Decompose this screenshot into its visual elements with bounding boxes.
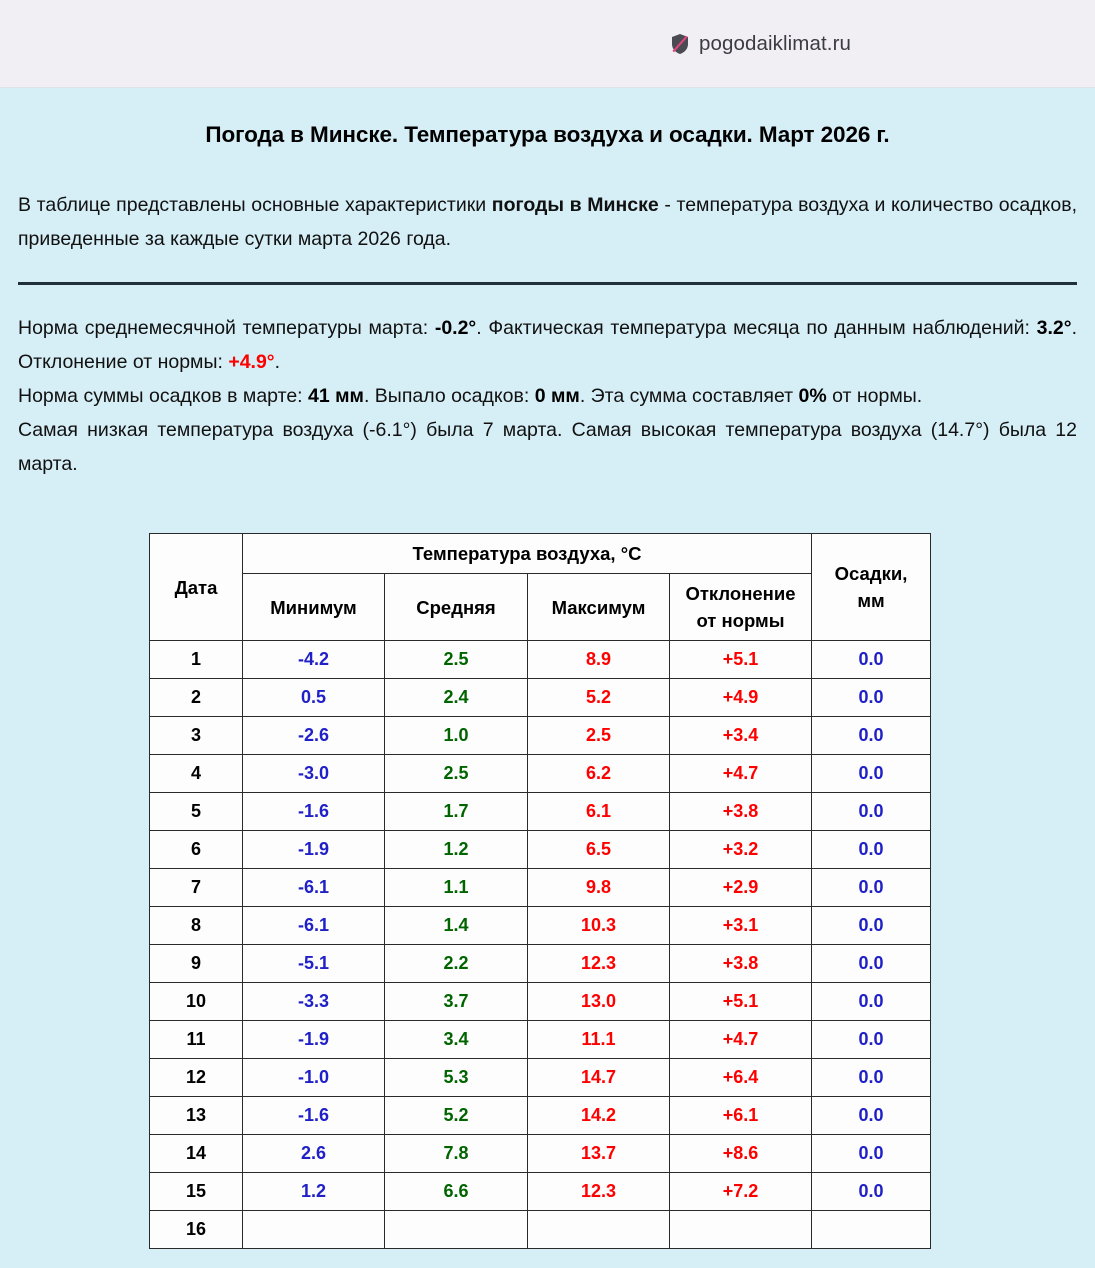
- cell-precipitation: 0.0: [812, 945, 931, 983]
- header-deviation: [670, 574, 812, 641]
- cell-precipitation: 0.0: [812, 983, 931, 1021]
- cell-minimum: -1.6: [243, 793, 385, 831]
- cell-precipitation: 0.0: [812, 831, 931, 869]
- cell-maximum: 6.5: [528, 831, 670, 869]
- cell-maximum: 2.5: [528, 717, 670, 755]
- table-body: [150, 641, 931, 1249]
- cell-deviation: +4.7: [670, 755, 812, 793]
- cell-maximum: 9.8: [528, 869, 670, 907]
- intro-paragraph: [18, 188, 1077, 256]
- cell-precipitation: 0.0: [812, 1173, 931, 1211]
- cell-precipitation: 0.0: [812, 1021, 931, 1059]
- header-date: Дата: [150, 534, 243, 641]
- cell-minimum: -6.1: [243, 869, 385, 907]
- summary-extremes-line: Самая низкая температура воздуха (-6.1°) была 7 марта. Самая высокая температура воздуха (14.7°) была 12 марта.: [18, 419, 1077, 475]
- cell-deviation: +2.9: [670, 869, 812, 907]
- cell-date: 12: [150, 1059, 243, 1097]
- prec-norm-value: 41 мм: [308, 385, 364, 407]
- prec-line-suffix: от нормы.: [826, 385, 923, 407]
- cell-date: 15: [150, 1173, 243, 1211]
- cell-deviation: +3.8: [670, 945, 812, 983]
- cell-date: 11: [150, 1021, 243, 1059]
- header-maximum: Максимум: [528, 574, 670, 641]
- cell-average: 5.2: [385, 1097, 528, 1135]
- cell-date: 6: [150, 831, 243, 869]
- cell-average: 6.6: [385, 1173, 528, 1211]
- cell-date: 5: [150, 793, 243, 831]
- intro-text-2: - температура воздуха и количество осадков, приведенные за каждые сутки марта 2026 года.: [18, 194, 1077, 250]
- cell-deviation: +3.8: [670, 793, 812, 831]
- table-row: [150, 1097, 931, 1135]
- cell-minimum: -6.1: [243, 907, 385, 945]
- temp-norm-value: -0.2°: [434, 317, 477, 339]
- cell-average: 7.8: [385, 1135, 528, 1173]
- cell-maximum: 12.3: [528, 1173, 670, 1211]
- table-row: [150, 793, 931, 831]
- cell-maximum: 13.0: [528, 983, 670, 1021]
- prec-fallen-value: 0 мм: [534, 385, 580, 407]
- table-row: [150, 1059, 931, 1097]
- cell-average: 2.4: [385, 679, 528, 717]
- cell-precipitation: 0.0: [812, 641, 931, 679]
- cell-precipitation: 0.0: [812, 679, 931, 717]
- weather-table-container: [18, 533, 1077, 1249]
- cell-precipitation: 0.0: [812, 869, 931, 907]
- table-row: [150, 869, 931, 907]
- table-row: [150, 907, 931, 945]
- cell-minimum: -5.1: [243, 945, 385, 983]
- header-precipitation-line2: мм: [857, 590, 885, 611]
- temp-norm-prefix: Норма среднемесячной температуры марта:: [18, 317, 435, 339]
- cell-maximum: 12.3: [528, 945, 670, 983]
- table-row: [150, 1211, 931, 1249]
- cell-deviation: +3.2: [670, 831, 812, 869]
- table-row: [150, 1135, 931, 1173]
- cell-date: 14: [150, 1135, 243, 1173]
- cell-maximum: 5.2: [528, 679, 670, 717]
- cell-deviation: +5.1: [670, 641, 812, 679]
- cell-minimum: -3.3: [243, 983, 385, 1021]
- cell-average: 1.7: [385, 793, 528, 831]
- cell-date: 16: [150, 1211, 243, 1249]
- cell-maximum: 8.9: [528, 641, 670, 679]
- cell-average: 3.4: [385, 1021, 528, 1059]
- summary-block: [18, 311, 1077, 481]
- intro-text-1: В таблице представлены основные характеристики: [18, 194, 492, 216]
- intro-bold-city: погоды в Минске: [491, 194, 659, 216]
- site-name-label: pogodaiklimat.ru: [698, 31, 852, 55]
- header-average: Средняя: [385, 574, 528, 641]
- cell-maximum: 13.7: [528, 1135, 670, 1173]
- cell-date: 10: [150, 983, 243, 1021]
- cell-precipitation: 0.0: [812, 1097, 931, 1135]
- weather-table: [149, 533, 931, 1249]
- cell-minimum: -1.9: [243, 1021, 385, 1059]
- header-deviation-line2: от нормы: [696, 610, 785, 631]
- cell-precipitation: 0.0: [812, 793, 931, 831]
- cell-deviation: +7.2: [670, 1173, 812, 1211]
- table-header: [150, 534, 931, 641]
- cell-deviation: +5.1: [670, 983, 812, 1021]
- cell-precipitation: 0.0: [812, 907, 931, 945]
- shield-off-icon: [670, 33, 690, 55]
- cell-minimum: 0.5: [243, 679, 385, 717]
- cell-deviation: +4.7: [670, 1021, 812, 1059]
- temp-line-suffix: .: [274, 351, 281, 373]
- cell-date: 3: [150, 717, 243, 755]
- cell-deviation: [670, 1211, 812, 1249]
- browser-topbar: [0, 0, 1095, 88]
- table-row: [150, 1021, 931, 1059]
- cell-deviation: +6.1: [670, 1097, 812, 1135]
- cell-date: 13: [150, 1097, 243, 1135]
- prec-norm-prefix: Норма суммы осадков в марте:: [18, 385, 308, 407]
- table-row: [150, 679, 931, 717]
- cell-average: 3.7: [385, 983, 528, 1021]
- header-row-top: [150, 534, 931, 574]
- table-row: [150, 983, 931, 1021]
- header-precipitation: [812, 534, 931, 641]
- table-row: [150, 945, 931, 983]
- table-row: [150, 641, 931, 679]
- cell-average: 1.0: [385, 717, 528, 755]
- cell-minimum: -3.0: [243, 755, 385, 793]
- cell-average: 1.2: [385, 831, 528, 869]
- cell-minimum: -1.6: [243, 1097, 385, 1135]
- header-precipitation-line1: Осадки,: [834, 563, 908, 584]
- cell-average: 2.5: [385, 641, 528, 679]
- temp-dev-value: +4.9°: [228, 351, 275, 373]
- cell-maximum: 14.2: [528, 1097, 670, 1135]
- cell-precipitation: 0.0: [812, 1135, 931, 1173]
- cell-precipitation: 0.0: [812, 1059, 931, 1097]
- cell-maximum: [528, 1211, 670, 1249]
- page-title: Погода в Минске. Температура воздуха и осадки. Март 2026 г.: [205, 122, 890, 147]
- cell-date: 2: [150, 679, 243, 717]
- cell-date: 9: [150, 945, 243, 983]
- summary-precipitation-line: [18, 379, 1077, 413]
- section-divider: [18, 282, 1077, 285]
- cell-precipitation: [812, 1211, 931, 1249]
- cell-minimum: 2.6: [243, 1135, 385, 1173]
- cell-maximum: 10.3: [528, 907, 670, 945]
- cell-average: 2.5: [385, 755, 528, 793]
- prec-pct-prefix: . Эта сумма составляет: [579, 385, 799, 407]
- cell-date: 1: [150, 641, 243, 679]
- table-row: [150, 831, 931, 869]
- summary-temperature-line: [18, 311, 1077, 379]
- cell-deviation: +8.6: [670, 1135, 812, 1173]
- header-deviation-line1: Отклонение: [685, 583, 796, 604]
- cell-minimum: -4.2: [243, 641, 385, 679]
- cell-average: 2.2: [385, 945, 528, 983]
- prec-pct-value: 0%: [798, 385, 827, 407]
- cell-maximum: 14.7: [528, 1059, 670, 1097]
- cell-date: 7: [150, 869, 243, 907]
- site-identity: [670, 32, 851, 56]
- cell-deviation: +6.4: [670, 1059, 812, 1097]
- cell-maximum: 6.2: [528, 755, 670, 793]
- header-minimum: Минимум: [243, 574, 385, 641]
- cell-average: [385, 1211, 528, 1249]
- temp-dev-prefix: . Отклонение от нормы:: [18, 317, 1077, 373]
- header-temperature-group: Температура воздуха, °C: [243, 534, 812, 574]
- table-row: [150, 717, 931, 755]
- cell-minimum: [243, 1211, 385, 1249]
- cell-precipitation: 0.0: [812, 755, 931, 793]
- cell-minimum: -1.9: [243, 831, 385, 869]
- cell-minimum: -2.6: [243, 717, 385, 755]
- prec-fallen-prefix: . Выпало осадков:: [363, 385, 535, 407]
- cell-date: 4: [150, 755, 243, 793]
- cell-average: 5.3: [385, 1059, 528, 1097]
- cell-average: 1.1: [385, 869, 528, 907]
- cell-minimum: 1.2: [243, 1173, 385, 1211]
- cell-average: 1.4: [385, 907, 528, 945]
- cell-maximum: 6.1: [528, 793, 670, 831]
- cell-minimum: -1.0: [243, 1059, 385, 1097]
- page-content: [0, 122, 1095, 1249]
- cell-date: 8: [150, 907, 243, 945]
- cell-precipitation: 0.0: [812, 717, 931, 755]
- temp-actual-value: 3.2°: [1036, 317, 1072, 339]
- cell-deviation: +3.4: [670, 717, 812, 755]
- table-row: [150, 1173, 931, 1211]
- cell-deviation: +4.9: [670, 679, 812, 717]
- cell-maximum: 11.1: [528, 1021, 670, 1059]
- temp-actual-prefix: . Фактическая температура месяца по данным наблюдений:: [476, 317, 1037, 339]
- table-row: [150, 755, 931, 793]
- cell-deviation: +3.1: [670, 907, 812, 945]
